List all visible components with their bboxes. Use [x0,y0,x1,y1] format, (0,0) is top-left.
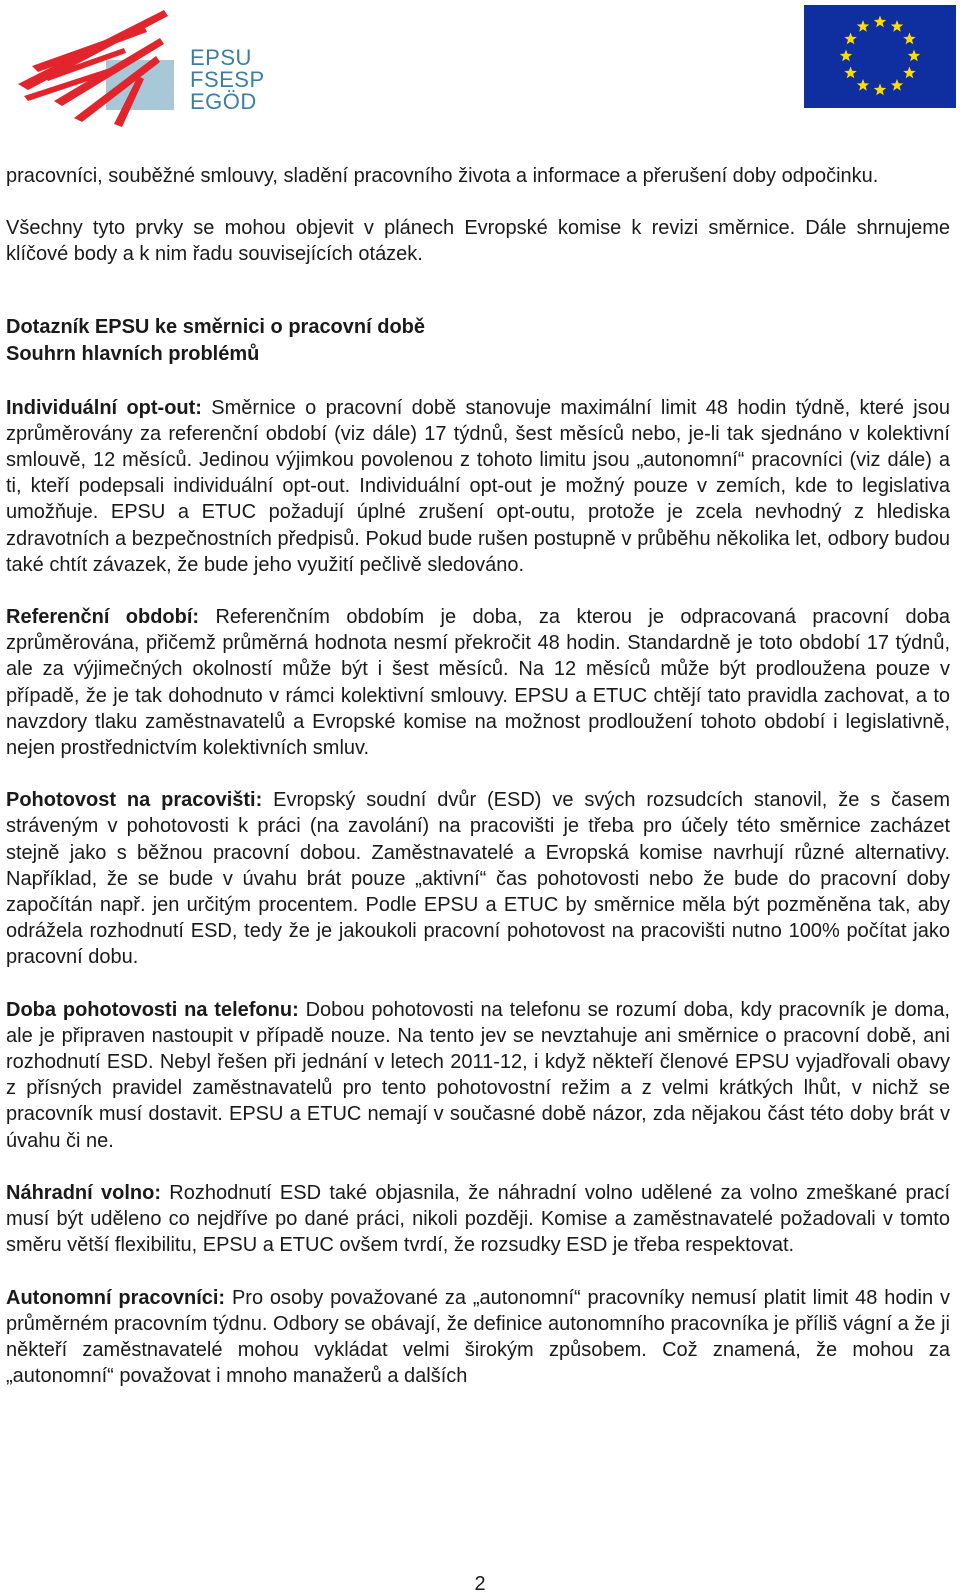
section-headings [6,314,950,368]
eu-flag-logo [804,5,956,108]
document-body [6,163,950,1415]
epsu-logo [14,6,265,128]
section-text: Evropský soudní dvůr (ESD) ve svých rozsudcích stanovil, že s časem stráveným v pohotovosti k práci (na zavolání) na pracovišti je třeba pro účely této směrnice zacházet stejně jako s běžnou pracovní dobou. Zaměstnavatelé a Evropská komise navrhují různé alternativy. Například, že se bude v úvahu brát pouze „aktivní“ čas pohotovosti nebo že bude do pracovní doby započítán např. jen určitým procentem. Podle EPSU a ETUC by směrnice měla být pozměněna tak, aby odrážela rozhodnutí ESD, tedy že je jakoukoli pracovní pohotovost na pracovišti nutno 100% počítat jako pracovní dobu. [6,789,950,969]
section-term: Autonomní pracovníci: [6,1286,226,1309]
section-text: Pro osoby považované za „autonomní“ pracovníky nemusí platit limit 48 hodin v průměrném pracovním týdnu. Odbory se obávají, že definice autonomního pracovníka je příliš vágní a že ji někteří zaměstnavatelé mohou vykládat velmi širokým způsobem. Což znamená, že mohou za „autonomní“ považovat i mnoho manažerů a dalších [6,1286,950,1388]
section-term: Doba pohotovosti na telefonu: [6,998,299,1021]
section-text: Dobou pohotovosti na telefonu se rozumí doba, kdy pracovník je doma, ale je připraven nastoupit v případě nouze. Na tento jev se nevztahuje ani směrnice o pracovní době, ani rozhodnutí ESD. Nebyl řešen při jednání v letech 2011-12, i když někteří členové EPSU vyjadřovali obavy z přísných pravidel zaměstnavatelů pro tento pohotovostní režim a z velmi krátkých lhůt, v nichž se pracovník musí dostavit. EPSU a ETUC nemají v současné době názor, zda nějakou část této doby brát v úvahu či ne. [6,998,950,1152]
section-term: Referenční období: [6,606,200,629]
section-term: Náhradní volno: [6,1181,161,1204]
intro-paragraph-1: pracovníci, souběžné smlouvy, sladění pracovního života a informace a přerušení doby odpočinku. [6,165,879,187]
logo-line-epsu: EPSU [190,45,252,70]
section-compensatory-rest [6,1180,950,1259]
page-header [0,0,960,130]
section-term: Pohotovost na pracovišti: [6,789,263,812]
logo-line-fsesp: FSESP [190,67,265,92]
eu-flag-graphic [804,5,956,108]
section-term: Individuální opt-out: [6,396,202,419]
section-text: Směrnice o pracovní době stanovuje maximální limit 48 hodin týdně, které jsou zprůměrovány za referenční období (viz dále) 17 týdnů, šest měsíců nebo, je-li tak sjednáno v kolektivní smlouvě, 12 měsíců. Jedinou výjimkou povolenou z tohoto limitu jsou „autonomní“ pracovníci (viz dále) a ti, kteří podepsali individuální opt-out. Individuální opt-out je možný pouze v zemích, kde to legislativa umožňuje. EPSU a ETUC požadují úplné zrušení opt-outu, protože je zcela nevhodný z hlediska zdravotních a bezpečnostních předpisů. Pokud bude rušen postupně v průběhu několika let, odbory budou také chtít závazek, že bude jeho využití pečlivě sledováno. [6,396,950,576]
section-individual-opt-out [6,395,950,578]
page-number: 2 [474,1573,486,1595]
logo-line-egod: EGÖD [190,89,257,114]
section-text: Rozhodnutí ESD také objasnila, že náhradní volno udělené za volno zmeškané prací musí být uděleno co nejdříve po dané práci, nikoli později. Komise a zaměstnavatelé požadovali v tomto směru větší flexibilitu, EPSU a ETUC ovšem tvrdí, že rozsudky ESD je třeba respektovat. [6,1181,950,1257]
epsu-logo-text [190,47,265,113]
section-text: Referenčním obdobím je doba, za kterou je odpracovaná pracovní doba zprůměrována, přičemž průměrná hodnota nesmí překročit 48 hodin. Standardně je toto období 17 týdnů, ale za výjimečných okolností může být i šest měsíců. Na 12 měsíců může být prodloužena pouze v případě, že je tak dohodnuto v rámci kolektivní smlouvy. EPSU a ETUC chtějí tato pravidla zachovat, a to navzdory tlaku zaměstnavatelů a Evropské komise na možnost prodloužení tohoto období i legislativně, nejen prostřednictvím kolektivních smluv. [6,606,950,760]
section-autonomous-workers [6,1285,950,1390]
document-subtitle: Souhrn hlavních problémů [6,342,260,365]
document-title: Dotazník EPSU ke směrnici o pracovní době [6,315,426,338]
section-on-call-phone [6,997,950,1154]
section-reference-period [6,604,950,761]
section-on-call-workplace [6,787,950,970]
intro-paragraph-2: Všechny tyto prvky se mohou objevit v plánech Evropské komise k revizi směrnice. Dále shrnujeme klíčové body a k nim řadu souvisejících otázek. [6,217,950,266]
